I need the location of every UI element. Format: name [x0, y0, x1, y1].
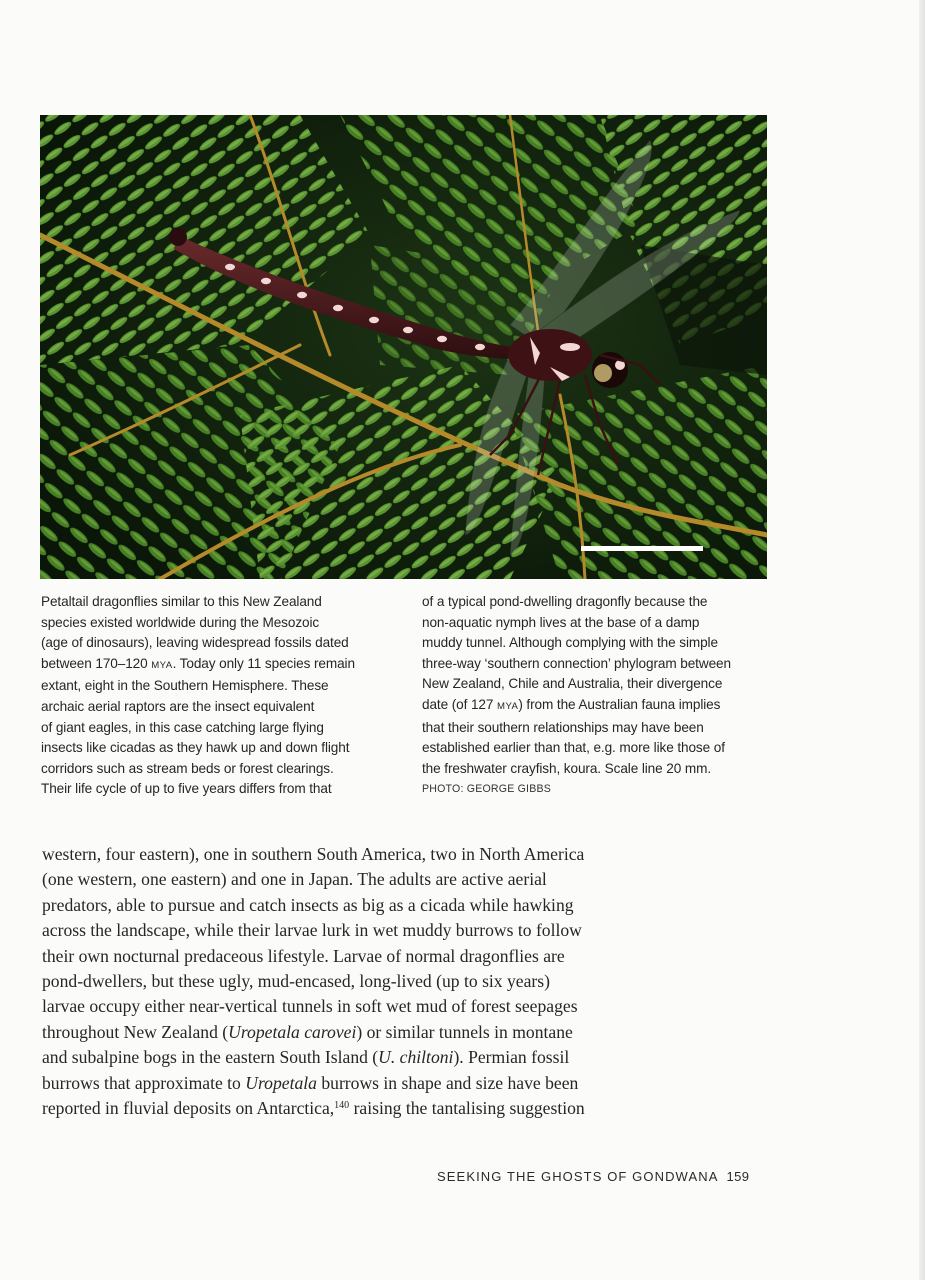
- body-text: reported in fluvial deposits on Antarctica,: [42, 1098, 335, 1119]
- caption-line: established earlier than that, e.g. more like those of: [422, 740, 725, 756]
- body-line: [42, 1020, 662, 1045]
- photo-caption-left: [41, 592, 391, 800]
- caption-text: . Today only 11 species remain: [172, 655, 355, 671]
- caption-line: three-way ‘southern connection’ phylogram between: [422, 655, 731, 671]
- body-text: throughout New Zealand (: [42, 1021, 229, 1042]
- body-line: [42, 1096, 662, 1121]
- species-name: U. chiltoni: [378, 1047, 454, 1068]
- body-line: pond-dwellers, but these ugly, mud-encased, long-lived (up to six years): [42, 971, 550, 992]
- caption-line: New Zealand, Chile and Australia, their divergence: [422, 676, 723, 692]
- body-text: burrows that approximate to: [42, 1072, 246, 1093]
- caption-line: [41, 654, 391, 677]
- dragonfly-photo: [40, 115, 767, 579]
- body-line: across the landscape, while their larvae lurk in wet muddy burrows to follow: [42, 920, 582, 941]
- caption-text: between 170–120: [41, 655, 152, 671]
- body-line: (one western, one eastern) and one in Japan. The adults are active aerial: [42, 869, 547, 890]
- body-line: larvae occupy either near-vertical tunnels in soft wet mud of forest seepages: [42, 996, 578, 1017]
- mya-abbrev: MYA: [151, 659, 173, 671]
- body-text: burrows in shape and size have been: [316, 1072, 579, 1093]
- species-name: Uropetala carovei: [228, 1021, 357, 1042]
- body-line: [42, 1071, 662, 1096]
- caption-line: non-aquatic nymph lives at the base of a damp: [422, 614, 700, 630]
- body-line: [42, 1045, 662, 1070]
- caption-text: ) from the Australian fauna implies: [518, 696, 721, 712]
- caption-line: [422, 695, 772, 718]
- caption-line: the freshwater crayfish, koura. Scale line 20 mm.: [422, 760, 711, 776]
- body-text: ). Permian fossil: [453, 1047, 570, 1068]
- body-line: predators, able to pursue and catch insects as big as a cicada while hawking: [42, 894, 574, 915]
- running-head: SEEKING THE GHOSTS OF GONDWANA: [437, 1169, 719, 1184]
- caption-line: insects like cicadas as they hawk up and down flight: [41, 740, 350, 756]
- page-edge: [919, 0, 925, 1280]
- caption-line: of giant eagles, in this case catching large flying: [41, 719, 324, 735]
- caption-line: extant, eight in the Southern Hemisphere. These: [41, 678, 329, 694]
- caption-line: archaic aerial raptors are the insect equivalent: [41, 698, 315, 714]
- photo-credit: PHOTO: GEORGE GIBBS: [422, 783, 551, 796]
- footnote-reference[interactable]: 140: [334, 1100, 350, 1112]
- caption-line: Petaltail dragonflies similar to this New Zealand: [41, 594, 322, 609]
- caption-line: (age of dinosaurs), leaving widespread fossils dated: [41, 635, 349, 651]
- photo-caption-right: [422, 592, 772, 797]
- mya-abbrev: MYA: [497, 700, 519, 712]
- body-text: raising the tantalising suggestion: [349, 1098, 585, 1119]
- caption-line: Their life cycle of up to five years differs from that: [41, 781, 332, 797]
- caption-line: muddy tunnel. Although complying with the simple: [422, 635, 718, 651]
- body-line: western, four eastern), one in southern South America, two in North America: [42, 844, 585, 864]
- caption-line: of a typical pond-dwelling dragonfly because the: [422, 594, 708, 609]
- body-text: and subalpine bogs in the eastern South Island (: [42, 1047, 379, 1068]
- body-paragraph: [42, 842, 662, 1121]
- dragonfly-on-fern-icon: [40, 115, 767, 579]
- page-number: 159: [726, 1169, 750, 1184]
- caption-line: that their southern relationships may have been: [422, 719, 704, 735]
- page-footer: [437, 1169, 749, 1184]
- caption-line: species existed worldwide during the Mesozoic: [41, 614, 320, 630]
- body-text: ) or similar tunnels in montane: [356, 1021, 573, 1042]
- caption-line: corridors such as stream beds or forest clearings.: [41, 760, 334, 776]
- body-line: their own nocturnal predaceous lifestyle. Larvae of normal dragonflies are: [42, 945, 565, 966]
- genus-name: Uropetala: [245, 1072, 317, 1093]
- caption-text: date (of 127: [422, 696, 498, 712]
